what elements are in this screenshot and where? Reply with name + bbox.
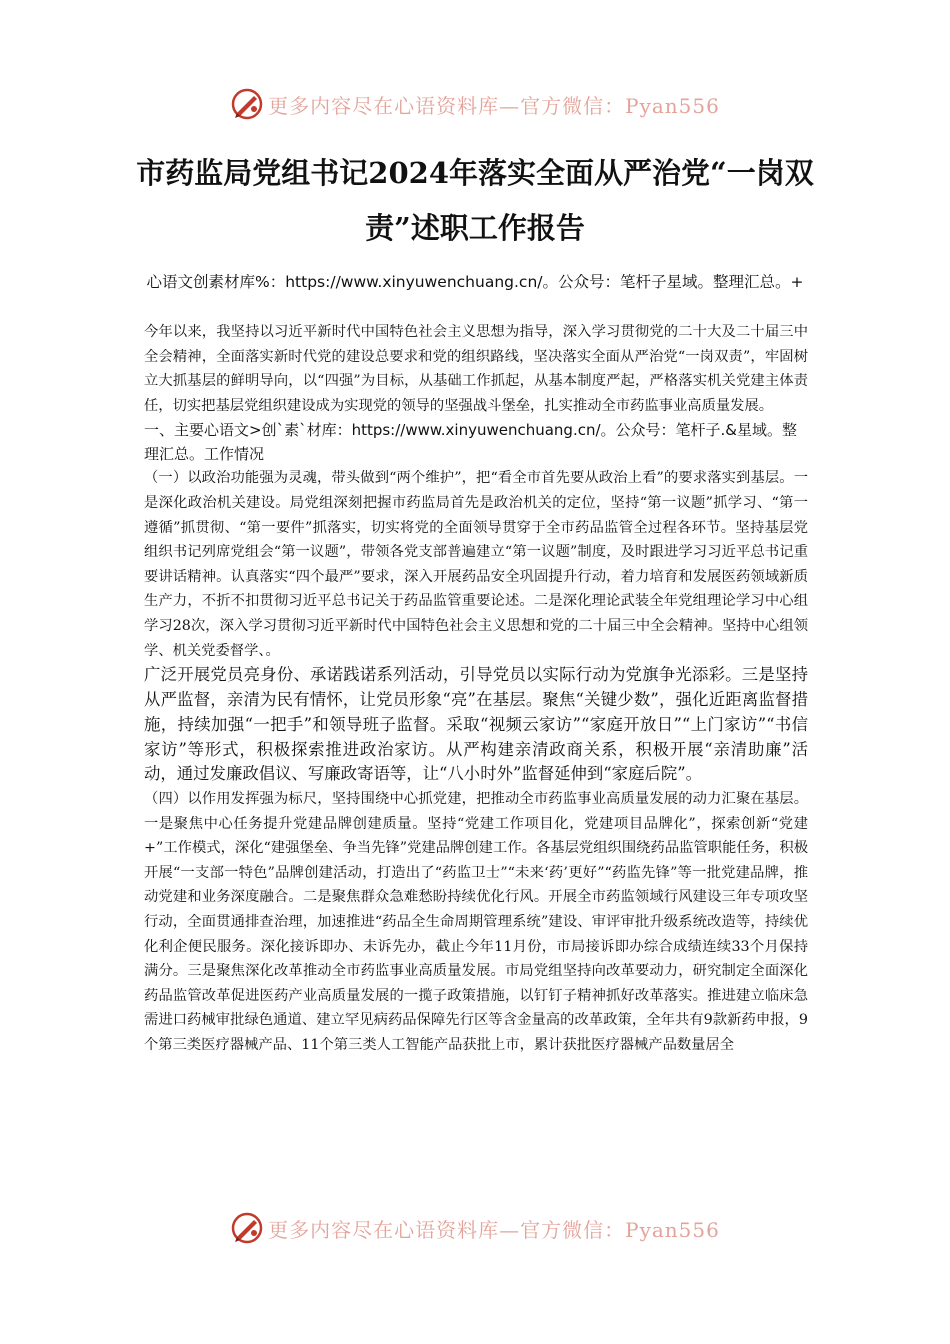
section-heading: 一、主要心语文>创`素`材库：https://www.xinyuwenchuang.cn/。公众号：笔杆子.&星域。整理汇总。工作情况 xyxy=(144,421,797,464)
watermark-bottom xyxy=(0,1206,950,1250)
section-4-paragraph: （四）以作用发挥强为标尺，坚持围绕中心抓党建，把推动全市药监事业高质量发展的动力汇聚在基层。一是聚焦中心任务提升党建品牌创建质量。坚持“党建工作项目化，党建项目品牌化”，探索创新“党建+”工作模式，深化“建强堡垒、争当先锋”党建品牌创建工作。各基层党组织围绕药品监管职能任务，积极开展“一支部一特色”品牌创建活动，打造出了“药监卫士”“未来‘药’更好”“药监先锋”等一批党建品牌，推动党建和业务深度融合。二是聚焦群众急难愁盼持续优化行风。开展全市药监领域行风建设三年专项攻坚行动，全面贯通排查治理，加速推进“药品全生命周期管理系统”建设、审评审批升级系统改造等，持续优化利企便民服务。深化接诉即办、未诉先办，截止今年11月份，市局接诉即办综合成绩连续33个月保持满分。三是聚焦深化改革推动全市药监事业高质量发展。市局党组坚持向改革要动力，研究制定全面深化药品监管改革促进医药产业高质量发展的一揽子政策措施，以钉钉子精神抓好改革落实。推进建立临床急需进口药械审批绿色通道、建立罕见病药品保障先行区等含金量高的改革政策，全年共有9款新药申报，9个第三类医疗器械产品、11个第三类人工智能产品获批上市，累计获批医疗器械产品数量居全 xyxy=(144,791,808,1054)
document-body xyxy=(144,320,808,1058)
section-1-continued-paragraph: 广泛开展党员亮身份、承诺践诺系列活动，引导党员以实际行动为党旗争光添彩。三是坚持从严监督，亲清为民有情怀，让党员形象“亮”在基层。聚焦“关键少数”，强化近距离监督措施，持续加强“一把手”和领导班子监督。采取“视频云家访”“家庭开放日”“上门家访”“书信家访”等形式，积极探索推进政治家访。从严构建亲清政商关系，积极开展“亲清助廉”活动，通过发廉政倡议、写廉政寄语等，让“八小时外”监督延伸到“家庭后院”。 xyxy=(144,665,808,784)
pen-logo-icon xyxy=(230,1211,264,1245)
document-title: 市药监局党组书记2024年落实全面从严治党“一岗双责”述职工作报告 xyxy=(136,156,814,245)
watermark-text: 更多内容尽在心语资料库—官方微信：Pyan556 xyxy=(268,1217,720,1242)
pen-logo-icon xyxy=(230,87,264,121)
watermark-top xyxy=(0,82,950,126)
watermark-text: 更多内容尽在心语资料库—官方微信：Pyan556 xyxy=(268,93,720,118)
document-subtitle: 心语文创素材库%：https://www.xinyuwenchuang.cn/。公众号：笔杆子星域。整理汇总。+ xyxy=(146,273,804,291)
section-1-paragraph: （一）以政治功能强为灵魂，带头做到“两个维护”，把“看全市首先要从政治上看”的要求落实到基层。一是深化政治机关建设。局党组深刻把握市药监局首先是政治机关的定位，坚持“第一议题”抓学习、“第一遵循”抓贯彻、“第一要件”抓落实，切实将党的全面领导贯穿于全市药品监管全过程各环节。坚持基层党组织书记列席党组会“第一议题”，带领各党支部普遍建立“第一议题”制度，及时跟进学习习近平总书记重要讲话精神。认真落实“四个最严”要求，深入开展药品安全巩固提升行动，着力培育和发展医药领域新质生产力，不折不扣贯彻习近平总书记关于药品监管重要论述。二是深化理论武装全年党组理论学习中心组学习28次，深入学习贯彻习近平新时代中国特色社会主义思想和党的二十届三中全会精神。坚持中心组领学、机关党委督学、。 xyxy=(144,470,808,659)
intro-paragraph: 今年以来，我坚持以习近平新时代中国特色社会主义思想为指导，深入学习贯彻党的二十大及二十届三中全会精神，全面落实新时代党的建设总要求和党的组织路线，坚决落实全面从严治党“一岗双责”，牢固树立大抓基层的鲜明导向，以“四强”为目标，从基础工作抓起，从基本制度严起，严格落实机关党建主体责任，切实把基层党组织建设成为实现党的领导的坚强战斗堡垒，扎实推动全市药监事业高质量发展。 xyxy=(144,324,808,414)
